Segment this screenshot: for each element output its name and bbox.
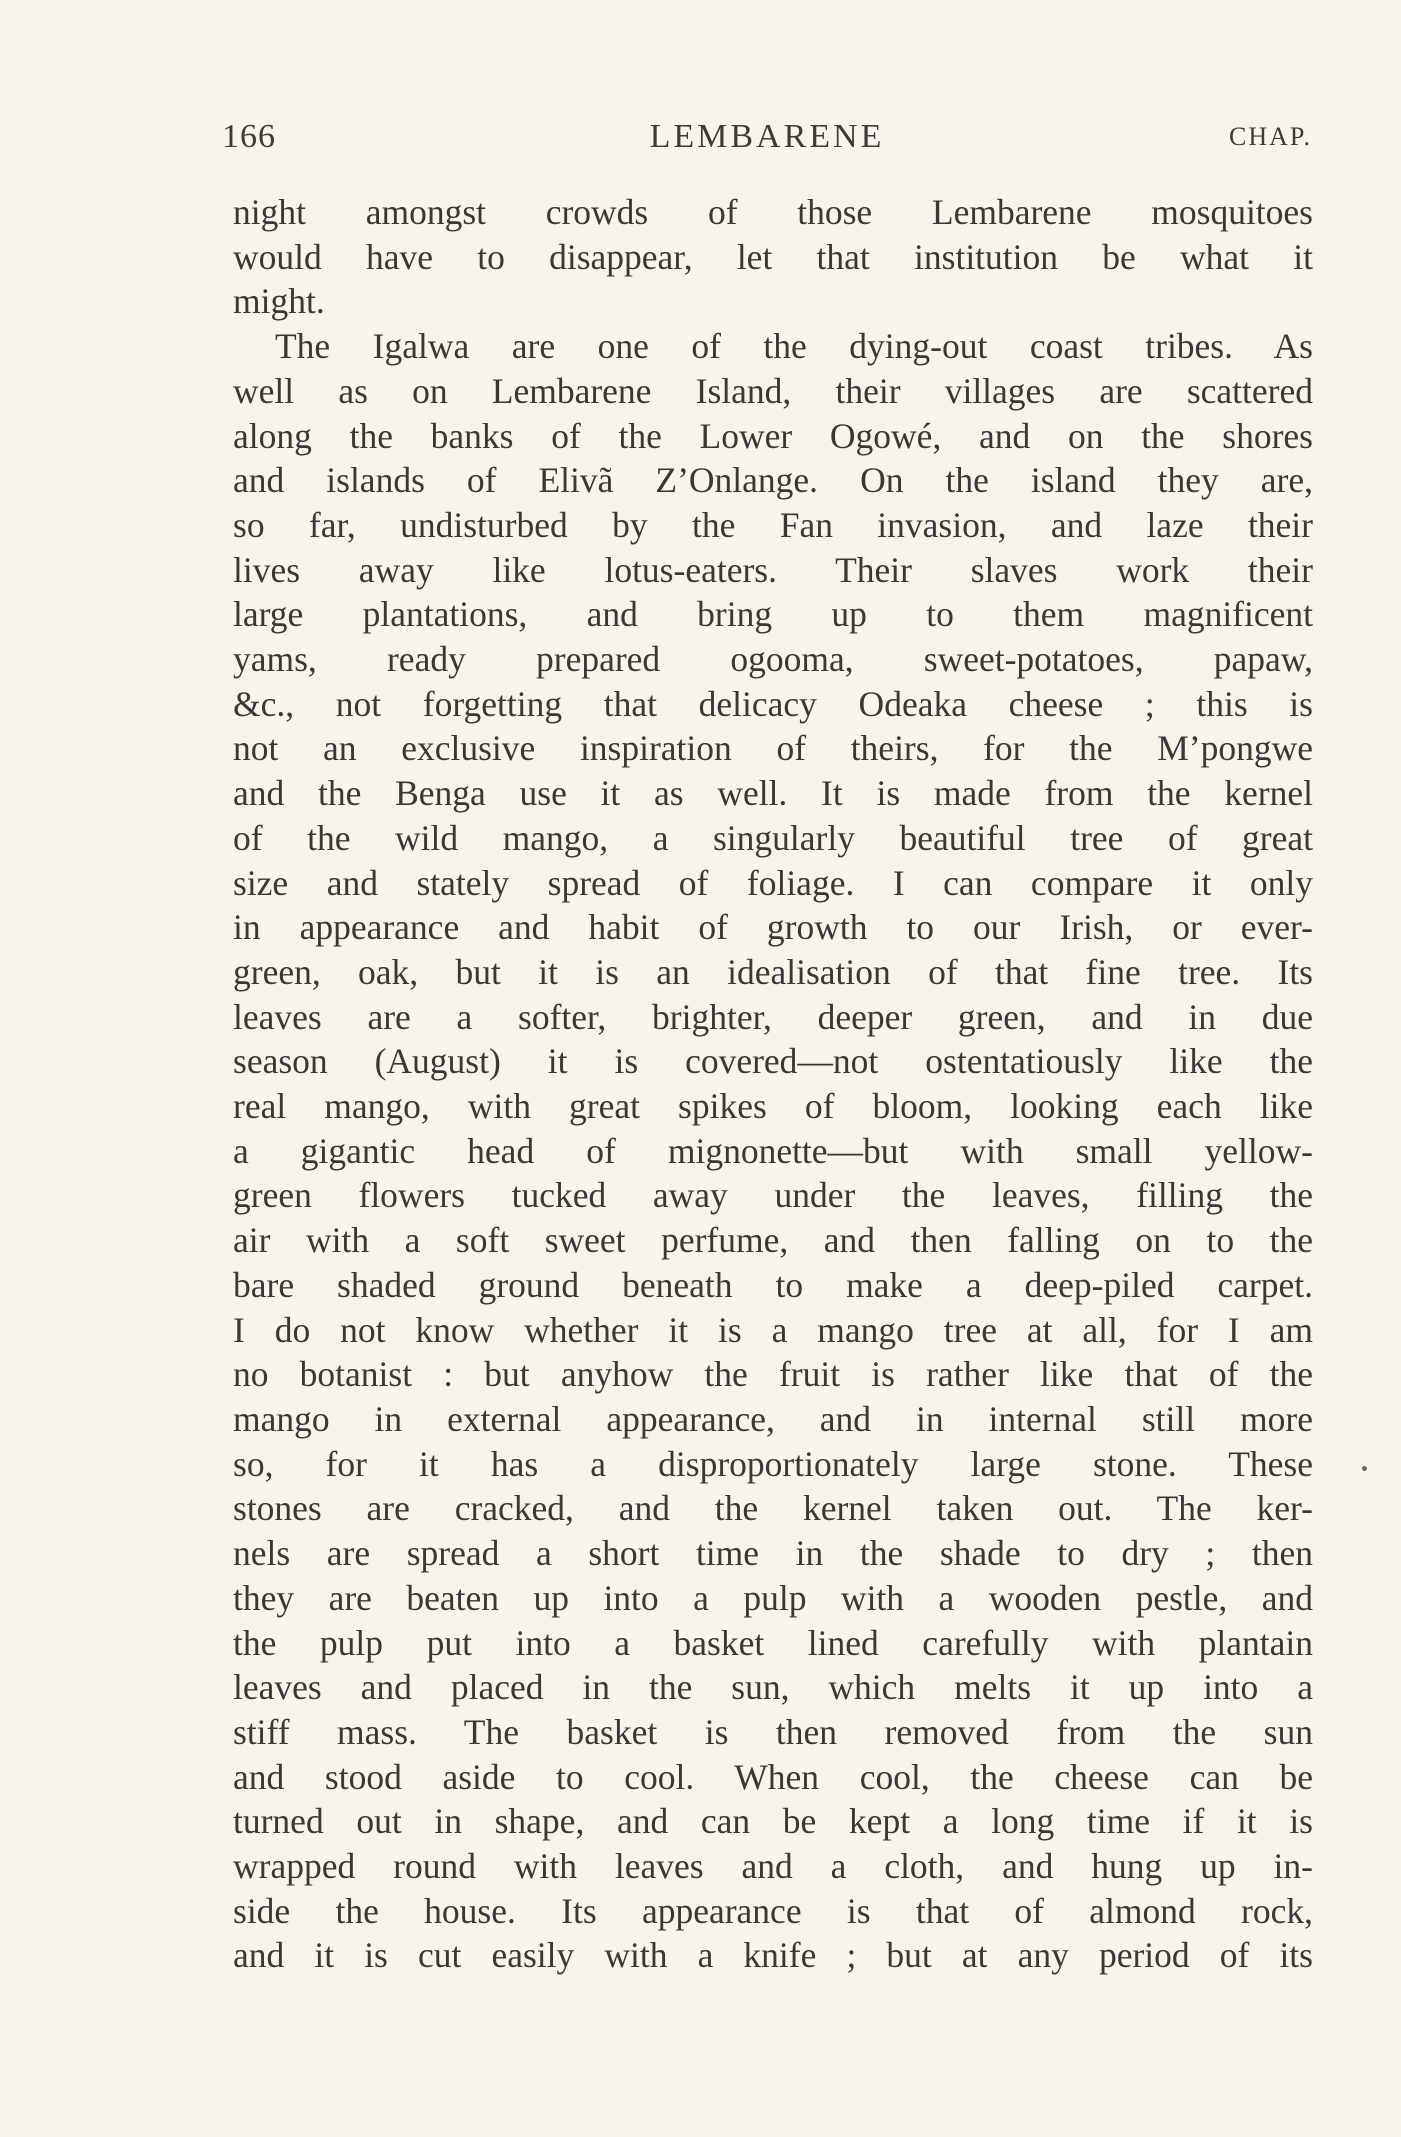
chapter-label: CHAP.: [1229, 122, 1312, 151]
text-line: stones are cracked, and the kernel taken out. The ker-: [233, 1488, 1313, 1529]
text-line: and islands of Elivã Z’Onlange. On the island they are,: [233, 460, 1313, 501]
text-line: I do not know whether it is a mango tree at all, for I am: [233, 1309, 1313, 1350]
margin-mark: [1362, 1466, 1367, 1471]
text-line: air with a soft sweet perfume, and then falling on to the: [233, 1220, 1313, 1261]
text-line: green, oak, but it is an idealisation of that fine tree. Its: [233, 951, 1313, 992]
text-line: well as on Lembarene Island, their villages are scattered: [233, 370, 1313, 411]
paragraph-first-line: The Igalwa are one of the dying-out coast tribes. As: [275, 326, 1313, 367]
text-line: mango in external appearance, and in internal still more: [233, 1398, 1313, 1439]
running-title: LEMBARENE: [649, 118, 885, 155]
text-line: might.: [233, 281, 325, 322]
text-line: real mango, with great spikes of bloom, looking each like: [233, 1086, 1313, 1127]
text-line: season (August) it is covered—not ostentatiously like the: [233, 1041, 1313, 1082]
text-line: of the wild mango, a singularly beautiful tree of great: [233, 817, 1313, 858]
text-line: so, for it has a disproportionately large stone. These: [233, 1443, 1313, 1484]
text-line: along the banks of the Lower Ogowé, and on the shores: [233, 415, 1313, 456]
text-line: bare shaded ground beneath to make a deep-piled carpet.: [233, 1264, 1313, 1305]
text-line: would have to disappear, let that institution be what it: [233, 236, 1313, 277]
text-line: green flowers tucked away under the leaves, filling the: [233, 1175, 1313, 1216]
text-line: lives away like lotus-eaters. Their slaves work their: [233, 549, 1313, 590]
page-header: [222, 118, 1312, 178]
text-line: and stood aside to cool. When cool, the cheese can be: [233, 1756, 1313, 1797]
text-line: no botanist : but anyhow the fruit is rather like that of the: [233, 1354, 1313, 1395]
page-number: 166: [222, 118, 276, 155]
text-line: turned out in shape, and can be kept a long time if it is: [233, 1801, 1313, 1842]
text-line: yams, ready prepared ogooma, sweet-potatoes, papaw,: [233, 639, 1313, 680]
text-line: leaves are a softer, brighter, deeper green, and in due: [233, 996, 1313, 1037]
text-line: they are beaten up into a pulp with a wooden pestle, and: [233, 1577, 1313, 1618]
text-line: stiff mass. The basket is then removed from the sun: [233, 1711, 1313, 1752]
text-line: a gigantic head of mignonette—but with small yellow-: [233, 1130, 1313, 1171]
text-line: the pulp put into a basket lined carefully with plantain: [233, 1622, 1313, 1663]
text-line: so far, undisturbed by the Fan invasion, and laze their: [233, 504, 1313, 545]
text-line: and it is cut easily with a knife ; but at any period of its: [233, 1935, 1313, 1976]
text-line: not an exclusive inspiration of theirs, for the M’pongwe: [233, 728, 1313, 769]
text-line: side the house. Its appearance is that of almond rock,: [233, 1890, 1313, 1931]
body-text: [233, 190, 1313, 1978]
text-line: night amongst crowds of those Lembarene mosquitoes: [233, 192, 1313, 232]
text-line: wrapped round with leaves and a cloth, and hung up in-: [233, 1846, 1313, 1887]
text-line: and the Benga use it as well. It is made from the kernel: [233, 773, 1313, 814]
text-line: large plantations, and bring up to them magnificent: [233, 594, 1313, 635]
text-line: leaves and placed in the sun, which melts it up into a: [233, 1667, 1313, 1708]
text-line: in appearance and habit of growth to our Irish, or ever-: [233, 907, 1313, 948]
text-line: size and stately spread of foliage. I can compare it only: [233, 862, 1313, 903]
text-line: nels are spread a short time in the shade to dry ; then: [233, 1533, 1313, 1574]
text-line: &c., not forgetting that delicacy Odeaka cheese ; this is: [233, 683, 1313, 724]
